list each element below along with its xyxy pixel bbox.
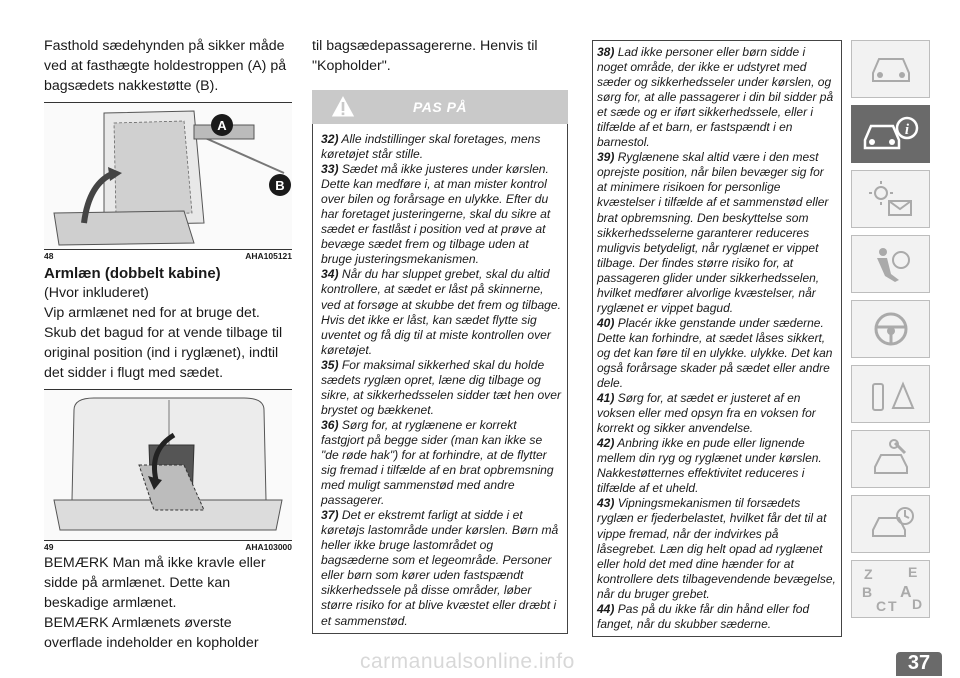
column-1 [44, 0, 292, 653]
figure-number: 48 [44, 251, 54, 261]
warning-item: 39) Ryglænene skal altid være i den mest oprejste position, når bilen bevæger sig for at minimere risikoen for personlige kvæstelser i tilfælde af et sammenstød eller brat opbremsning. Den beskyttelse som sikkerhedsselerne garanterer reduceres muligvis betydeligt, når ryglænet er vippet tilbage. Der findes større risiko for, at passageren glider under sikkerhedsselen, hvilket medfører alvorlige kvæstelser, når ryglænet er vippet bagud. [597, 150, 829, 315]
warning-item: 44) Pas på du ikke får din hånd eller fod fanget, når du skubber sæderne. [597, 601, 810, 631]
column-2 [312, 0, 568, 634]
warning-item: 41) Sørg for, at sædet er justeret af en voksen eller med opsyn fra en voksen for korrekt og sikker anvendelse. [597, 391, 816, 436]
warning-item: 34) Når du har sluppet grebet, skal du altid kontrollere, at sædet er låst på skinnerne, ved at forsøge at skubbe det frem og tilbage. Hvis det ikke er låst, kan sædet flytte sig uventet og få dig til at miste kontrollen over køretøjet. [321, 267, 561, 357]
seat-cushion-illustration [44, 103, 292, 249]
warning-item: 42) Anbring ikke en pude eller lignende mellem din ryg og ryglænet under kørslen. Nakkestøtternes effektivitet reduceres i tilfælde af et uheld. [597, 436, 822, 496]
warning-item: 35) For maksimal sikkerhed skal du holde sædets ryglæn opret, læne dig tilbage og sikre, at sikkerhedsselen sidder tæt hen over brystet og bækkenet. [321, 357, 561, 417]
figure-48 [44, 102, 292, 250]
tab-technical-data[interactable] [851, 495, 930, 553]
column-3 [592, 0, 842, 637]
section-subtitle: (Hvor inkluderet) [44, 285, 149, 301]
label-a: A [217, 118, 227, 133]
wrench-car-icon [865, 439, 917, 479]
warning-header [312, 90, 568, 124]
label-b: B [275, 178, 285, 193]
warning-item: 43) Vipningsmekanismen til forsædets ryglæn er fjederbelastet, hvilket får det til at vippe fremad, når der indvirkes på låsegrebet. Læn dig helt opad ad ryglænet eller hold det med dine hænder for at kontrollere dets tilbagevendende bevægelse, når du bruger grebet. [597, 496, 836, 601]
tab-breakdown[interactable] [851, 365, 930, 423]
tab-airbag-seat[interactable] [851, 235, 930, 293]
svg-text:Z: Z [863, 566, 873, 582]
note-crawl: BEMÆRK Man må ikke kravle eller sidde på armlænet. Dette kan beskadige armlænet. [44, 555, 266, 611]
index-icon [856, 563, 926, 615]
car-info-icon [861, 114, 921, 154]
section-heading: Armlæn (dobbelt kabine) [44, 265, 221, 282]
svg-text:T: T [887, 598, 897, 614]
tab-car-info[interactable] [851, 105, 930, 163]
tab-index[interactable] [851, 560, 930, 618]
breakdown-icon [865, 374, 917, 414]
warning-lights-icon [865, 179, 917, 219]
tab-maintenance[interactable] [851, 430, 930, 488]
page-number: 37 [896, 652, 942, 674]
warning-notes [312, 124, 568, 634]
svg-text:E: E [907, 564, 917, 580]
figure-48-caption [44, 250, 292, 262]
figure-49 [44, 389, 292, 541]
svg-text:D: D [911, 596, 922, 612]
svg-text:B: B [861, 584, 872, 600]
figure-code: AHA105121 [245, 251, 292, 261]
warning-title: PAS PÅ [412, 99, 468, 115]
watermark: carmanualsonline.info [360, 650, 575, 673]
warning-item: 32) Alle indstillinger skal foretages, mens køretøjet står stille. [321, 132, 541, 162]
figure-code: AHA103000 [245, 542, 292, 552]
svg-text:C: C [875, 598, 886, 614]
svg-text:i: i [904, 122, 909, 138]
technical-data-icon [865, 504, 917, 544]
tab-steering-wheel[interactable] [851, 300, 930, 358]
svg-text:A: A [899, 584, 912, 601]
warning-item: 36) Sørg for, at ryglænene er korrekt fastgjort på begge sider (man kan ikke se "de røde hak") for at forhindre, at de flytter sig fremad i tilfælde af en brat opbremsning med muligt sammenstød med andre passagerer. [321, 417, 554, 508]
continuation-paragraph: til bagsædepassagererne. Henvis til "Kopholder". [312, 38, 538, 74]
chapter-sidebar [851, 40, 930, 625]
steering-wheel-icon [865, 309, 917, 349]
armrest-body: Vip armlænet ned for at bruge det. Skub det bagud for at vende tilbage til original position (ind i ryglænet), indtil det sidder i flugt med sædet. [44, 305, 283, 381]
figure-49-caption [44, 541, 292, 553]
warning-notes-continued [592, 40, 842, 637]
warning-item: 40) Placér ikke genstande under sæderne. Dette kan forhindre, at sædet låses sikkert, og det kan føre til en ulykke. ulykke. Det kan også forårsage skader på sædet eller andre dele. [597, 315, 833, 391]
warning-item: 38) Lad ikke personer eller børn sidde i noget område, der ikke er udstyret med sæder og sikkerhedsseler under kørslen, og sørg for, at alle passagerer i din bil sidder på et sæde og er iført sikkerhedssele, eller i tilfælde af et barn, er fastspændt i en barnestol. [597, 45, 834, 150]
warning-item: 33) Sædet må ikke justeres under kørslen. Dette kan medføre i, at man mister kontrol over bilen og forårsage en ulykke. Efter du har foretaget justeringerne, skal du sikre at sædet er fastlåst i position ved at prøve at bevæge sædet frem og tilbage uden at bruge justeringsmekanismen. [321, 162, 551, 267]
tab-car-front[interactable] [851, 40, 930, 98]
figure-number: 49 [44, 542, 54, 552]
warning-item: 37) Det er ekstremt farligt at sidde i et køretøjs lastområde under kørslen. Børn må heller ikke bruge lastområdet og bagsæderne som et legeområde. Personer eller børn som kører uden fastspændt sikkerhedssele på disse områder, løber større risiko for at blive kvæstet eller dræbt i et sammenstød. [321, 508, 559, 628]
tab-warning-lights[interactable] [851, 170, 930, 228]
note-cupholder: BEMÆRK Armlænets øverste overflade indeholder en kopholder [44, 615, 259, 651]
armrest-illustration [44, 390, 292, 540]
car-front-icon [865, 51, 917, 87]
airbag-seat-icon [865, 244, 917, 284]
intro-paragraph: Fasthold sædehynden på sikker måde ved at fasthægte holdestroppen (A) på bagsædets nakkestøtte (B). [44, 38, 287, 94]
